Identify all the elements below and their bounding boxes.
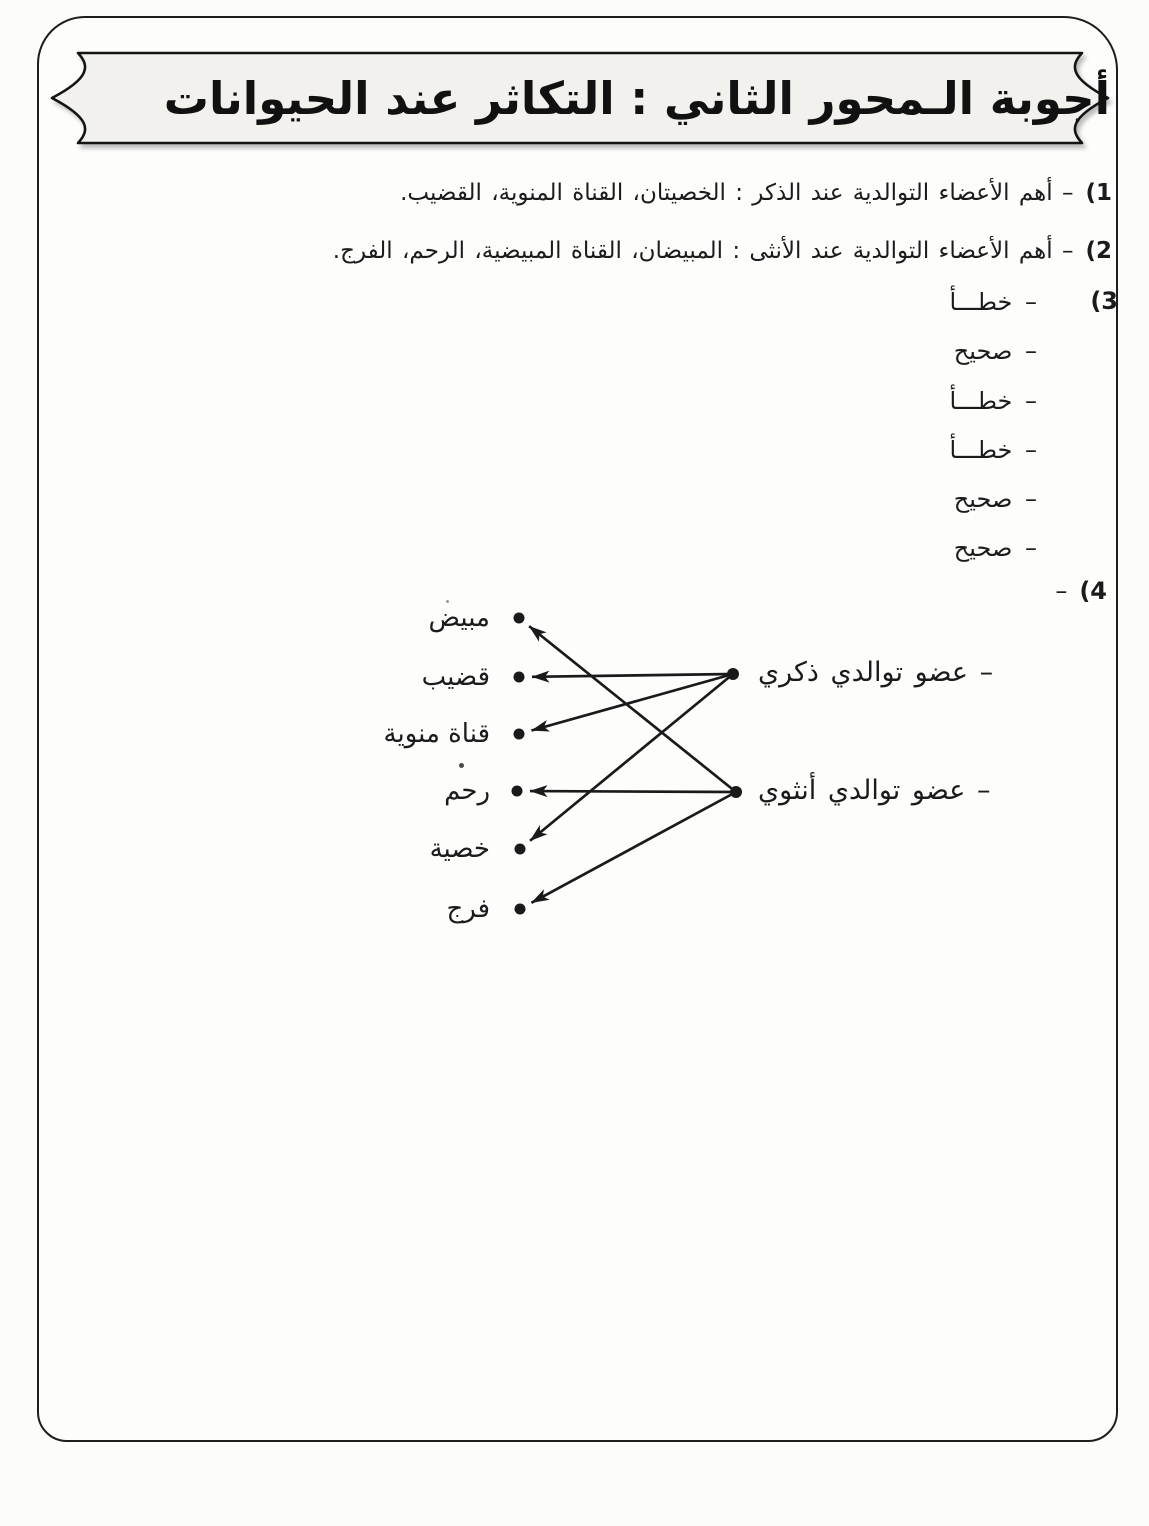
answer-3-list xyxy=(949,278,1037,574)
answer-3-item: – صحيح xyxy=(953,337,1037,366)
answer-3-item: – خطـــأ xyxy=(949,386,1037,415)
match-left-label-seminal-duct: قناة منوية xyxy=(383,719,490,749)
match-left-label-ovary: مبيض xyxy=(428,603,490,633)
answer-4-dash: – xyxy=(1055,577,1068,605)
answer-line-1 xyxy=(400,178,1112,208)
scan-speck xyxy=(459,763,464,768)
answer-3-item: – صحيح xyxy=(953,485,1037,514)
match-right-label-male-organ: – عضو توالدي ذكري xyxy=(758,657,994,688)
answer-1-number: 1) xyxy=(1085,180,1112,206)
answer-3-item: – خطـــأ xyxy=(949,435,1037,464)
page-border xyxy=(37,16,1118,1442)
answer-2-number: 2) xyxy=(1085,238,1112,264)
answer-4-number xyxy=(1055,577,1107,605)
match-left-label-uterus: رحم xyxy=(444,776,490,806)
match-left-label-vulva: فرج xyxy=(446,894,490,924)
match-left-label-testicle: خصية xyxy=(429,834,490,864)
page-title: أجوبة الـمحور الثاني : التكاثر عند الحيوانات xyxy=(163,72,1110,125)
answer-2-text: – أهم الأعضاء التوالدية عند الأنثى : المبيضان، القناة المبيضية، الرحم، الفرج. xyxy=(332,238,1074,264)
answer-1-text: – أهم الأعضاء التوالدية عند الذكر : الخصيتان، القناة المنوية، القضيب. xyxy=(400,180,1074,206)
answer-3-number: 3) xyxy=(1090,287,1118,315)
answer-4-number-digit: 4) xyxy=(1079,577,1107,605)
match-right-label-female-organ: – عضو توالدي أنثوي xyxy=(758,775,991,806)
answer-3-item: – صحيح xyxy=(953,534,1037,563)
scan-speck xyxy=(446,600,449,603)
match-left-label-penis: قضيب xyxy=(421,662,490,692)
answer-line-2 xyxy=(333,236,1112,266)
answer-3-item: – خطـــأ xyxy=(949,288,1037,316)
